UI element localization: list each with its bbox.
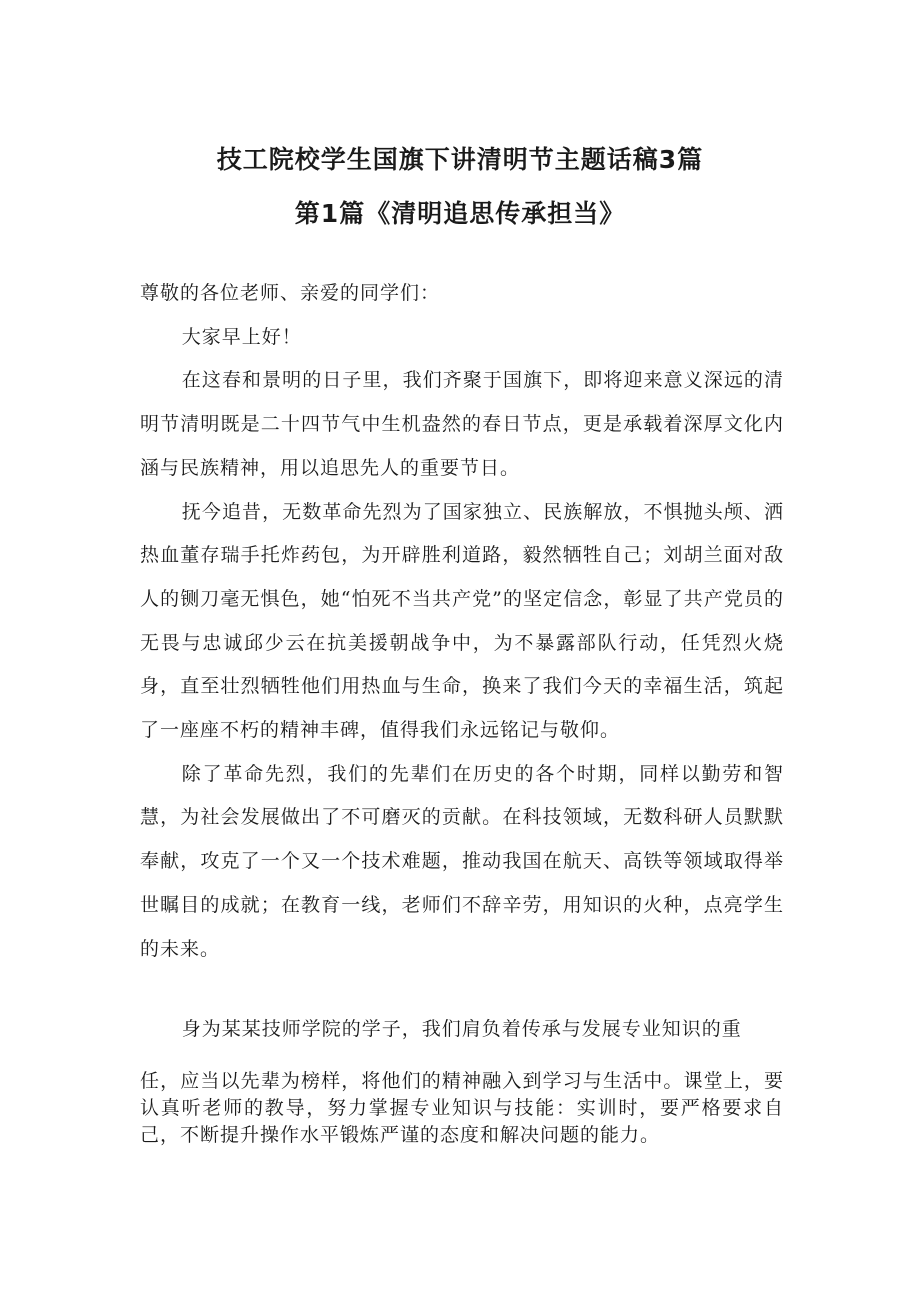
salutation: 尊敬的各位老师、亲爱的同学们： <box>140 282 441 304</box>
paragraph-last-continuation: 任，应当以先辈为榜样，将他们的精神融入到学习与生活中。课堂上，要认真听老师的教导，努力掌握专业知识与技能：实训时，要严格要求自己，不断提升操作水平锻炼严谨的态度和解决问题的能力。 <box>140 1070 784 1146</box>
paragraph: 在这春和景明的日子里，我们齐聚于国旗下，即将迎来意义深远的清明节清明既是二十四节气中生机盎然的春日节点，更是承载着深厚文化内涵与民族精神，用以追思先人的重要节日。 <box>140 369 784 479</box>
paragraph-last-first-line: 身为某某技师学院的学子，我们肩负着传承与发展专业知识的重 <box>181 1018 742 1040</box>
paragraph: 抚今追昔，无数革命先烈为了国家独立、民族解放，不惧抛头颅、洒热血董存瑞手托炸药包，为开辟胜利道路，毅然牺牲自己；刘胡兰面对敌人的铡刀毫无惧色，她“怕死不当共产党”的坚定信念，彰显了共产党员的无畏与忠诚邱少云在抗美援朝战争中，为不暴露部队行动，任凭烈火烧身，直至壮烈牺牲他们用热血与生命，换来了我们今天的幸福生活，筑起了一座座不朽的精神丰碑，值得我们永远铭记与敬仰。 <box>140 500 784 742</box>
paragraph: 除了革命先烈，我们的先辈们在历史的各个时期，同样以勤劳和智慧，为社会发展做出了不可磨灭的贡献。在科技领域，无数科研人员默默奉献，攻克了一个又一个技术难题，推动我国在航天、高铁等领域取得举世瞩目的成就；在教育一线，老师们不辞辛劳，用知识的火种，点亮学生的未来。 <box>140 762 784 960</box>
document-subtitle: 第1篇《清明追思传承担当》 <box>294 199 626 228</box>
greeting: 大家早上好！ <box>181 325 302 348</box>
document-title: 技工院校学生国旗下讲清明节主题话稿3篇 <box>216 145 704 174</box>
document-body <box>140 272 784 971</box>
